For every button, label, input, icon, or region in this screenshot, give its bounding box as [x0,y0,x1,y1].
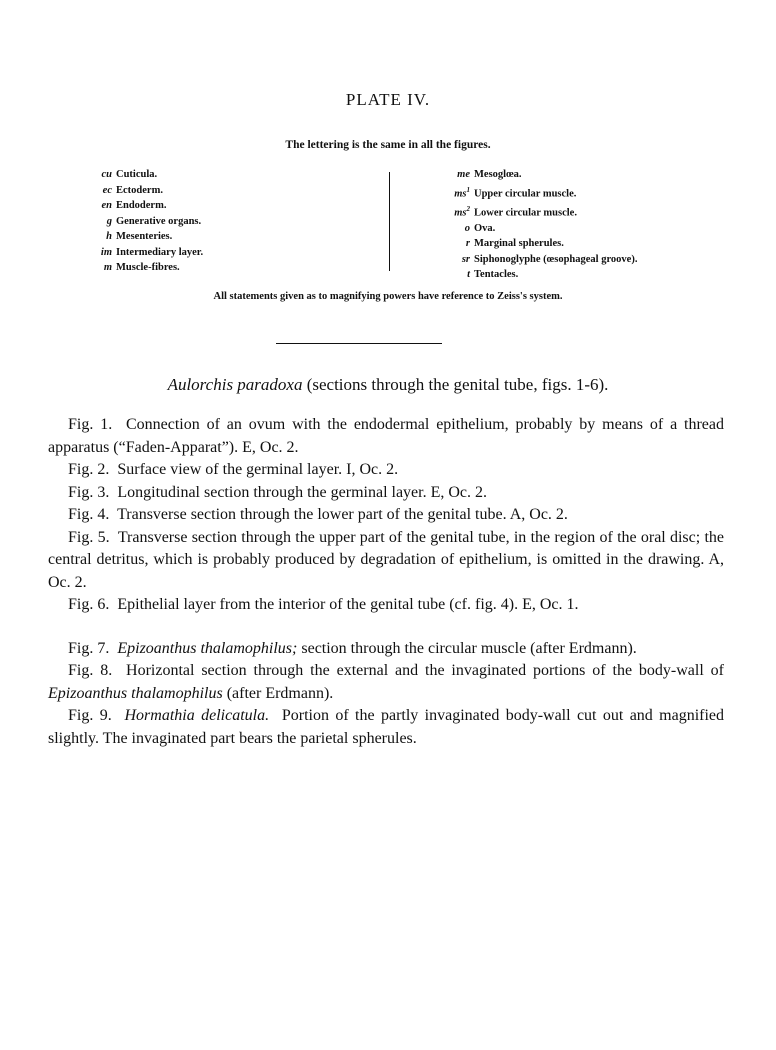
figure-text: Horizontal section through the external and the invaginated portions of the body-wall of [126,662,725,679]
legend-item [72,214,203,230]
figure-label: Fig. 3. [68,483,110,501]
legend-abbr: $ms^1$ [454,185,470,199]
figure-label: Fig. 4. [68,506,110,523]
figure-text: Epithelial layer from the interior of the genital tube (cf. fig. 4). E, Oc. 1. [117,596,579,613]
figure-caption [48,527,724,595]
legend-divider [389,172,390,271]
legend-text: Lower circular muscle. [474,207,577,218]
legend-text: Siphonoglyphe (œsophageal groove). [474,253,638,265]
legend-text: Intermediary layer. [116,246,204,258]
legend-text: Mesenteries. [116,231,173,242]
figure-caption-9 [48,705,724,750]
legend-item [72,183,203,199]
legend-abbr: en [101,200,112,211]
legend-abbr-superscript: 1 [466,185,470,194]
legend-abbr: sr [461,253,470,265]
legend-abbr: h [106,231,112,242]
horizontal-rule [276,343,442,344]
figure-text: Surface view of the germinal layer. I, Oc. 2. [117,461,399,478]
legend-text: Ova. [474,222,496,234]
legend-item [72,167,203,183]
legend-text: Generative organs. [116,215,202,227]
legend-text: Ectoderm. [116,184,163,196]
figure-caption [48,414,724,459]
legend-abbr: r [465,238,470,249]
legend-item [424,167,637,183]
figure-text: Transverse section through the upper part of the genital tube, in the region of the oral disc; the central detritus, which is probably produced by degradation of epithelium, is omitted in the drawing. A, Oc. 2. [48,528,725,591]
legend-right-column [424,167,637,283]
figure-caption [48,594,724,617]
legend-abbr: me [457,169,470,180]
legend-text: Marginal spherules. [474,238,564,249]
figure-label: Fig. 1. [68,416,113,433]
legend-item [424,236,637,252]
figure-label: Fig. 7. [68,639,110,657]
legend-abbr: t [467,269,470,280]
legend-text: Tentacles. [474,269,519,280]
legend-text: Endoderm. [116,200,167,211]
figure-text: Portion of the partly invaginated body-wall cut out and magnified slightly. The invaginated part bears the parietal spherules. [48,707,725,747]
figure-label: Fig. 8. [68,662,113,679]
legend-item [424,221,637,237]
figure-text: Longitudinal section through the germinal layer. E, Oc. 2. [117,483,488,501]
legend-abbr: cu [101,169,112,180]
figure-text: section through the circular muscle (after Erdmann). [301,639,637,657]
legend-item [424,267,637,283]
figure-species: Epizoanthus thalamophilus; [117,639,298,657]
figure-caption-8 [48,660,724,705]
figure-species: Hormathia delicatula. [124,707,270,724]
plate-title: PLATE IV. [345,90,431,109]
legend-text: Upper circular muscle. [474,188,577,199]
figure-captions [48,414,724,750]
figure-caption [48,504,724,527]
figure-text: Connection of an ovum with the endodermal epithelium, probably by means of a thread apparatus (“Faden-Apparat”). E, Oc. 2. [48,416,725,456]
section-heading-rest: (sections through the genital tube, figs. 1-6). [302,375,609,394]
figure-label: Fig. 6. [68,596,110,613]
statements-note: All statements given as to magnifying powers have reference to Zeiss's system. [213,291,563,302]
legend-abbr: im [100,246,112,258]
legend-abbr: g [106,215,112,227]
legend-abbr-superscript: 2 [466,204,470,213]
legend-abbr: ec [102,184,112,196]
legend-abbr: $ms^2$ [454,204,470,218]
legend-text: Cuticula. [116,169,158,180]
legend-abbr: m [103,262,112,273]
legend-left-column [72,167,203,276]
figure-species: Epizoanthus thalamophilus [48,684,223,702]
legend-abbr: o [464,222,470,234]
legend-item [424,252,637,268]
legend-item [72,229,203,245]
legend-item [72,260,203,276]
figure-label: Fig. 2. [68,461,110,478]
figure-label: Fig. 5. [68,528,110,546]
figure-text-after: (after Erdmann). [226,684,334,702]
figure-text: Transverse section through the lower part of the genital tube. A, Oc. 2. [117,506,568,523]
figure-caption [48,459,724,482]
figure-caption-7 [48,638,724,661]
figure-caption [48,482,724,505]
legend-item [424,183,637,202]
section-species: Aulorchis paradoxa [167,375,303,394]
lettering-note: The lettering is the same in all the figures. [285,139,491,151]
legend-text: Muscle-fibres. [116,262,180,273]
legend-item [424,202,637,221]
legend-item [72,245,203,261]
legend-text: Mesoglœa. [474,169,522,180]
figure-label: Fig. 9. [68,707,112,724]
section-heading [0,375,776,395]
legend-item [72,198,203,214]
